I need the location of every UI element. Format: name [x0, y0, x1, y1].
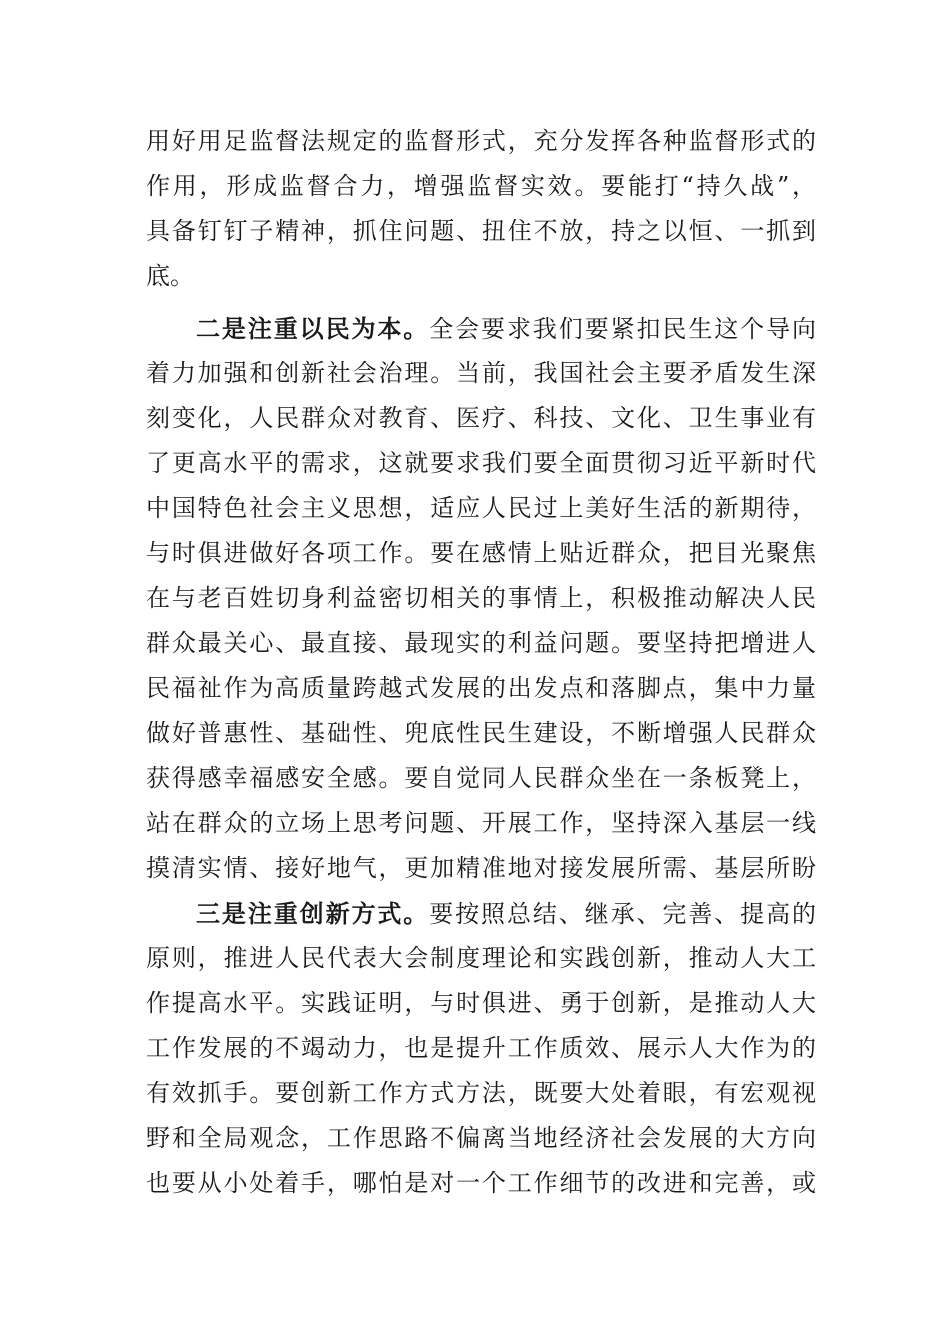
paragraph-2-line-9: 民福祉作为高质量跨越式发展的出发点和落脚点，集中力量 [146, 674, 816, 702]
paragraph-2-line-1: 二是注重以民为本。全会要求我们要紧扣民生这个导向 [196, 314, 816, 343]
paragraph-1-line-2: 作用，形成监督合力，增强监督实效。要能打“持久战”， [146, 172, 816, 200]
paragraph-2-line-3: 刻变化，人民群众对教育、医疗、科技、文化、卫生事业有 [146, 404, 816, 432]
paragraph-1-line-3: 具备钉钉子精神，抓住问题、扭住不放，持之以恒、一抓到 [146, 217, 816, 245]
paragraph-2-line-7: 在与老百姓切身利益密切相关的事情上，积极推动解决人民 [146, 584, 816, 612]
paragraph-2-line-12: 站在群众的立场上思考问题、开展工作，坚持深入基层一线 [146, 809, 816, 837]
paragraph-2-line-6: 与时俱进做好各项工作。要在感情上贴近群众，把目光聚焦 [146, 539, 816, 567]
paragraph-2-heading: 二是注重以民为本。 [196, 314, 430, 343]
paragraph-2-line-10: 做好普惠性、基础性、兜底性民生建设，不断增强人民群众 [146, 719, 816, 747]
paragraph-3-line-4: 工作发展的不竭动力，也是提升工作质效、展示人大作为的 [146, 1034, 816, 1062]
paragraph-3-line-3: 作提高水平。实践证明，与时俱进、勇于创新，是推动人大 [146, 989, 816, 1017]
paragraph-3-line-7: 也要从小处着手，哪怕是对一个工作细节的改进和完善，或 [146, 1169, 816, 1197]
paragraph-3-heading: 三是注重创新方式。 [196, 899, 430, 928]
paragraph-2-line-11: 获得感幸福感安全感。要自觉同人民群众坐在一条板凳上， [146, 764, 816, 792]
paragraph-3-line-2: 原则，推进人民代表大会制度理论和实践创新，推动人大工 [146, 944, 816, 972]
paragraph-2-line-5: 中国特色社会主义思想，适应人民过上美好生活的新期待， [146, 494, 816, 522]
paragraph-3-line-1: 三是注重创新方式。要按照总结、继承、完善、提高的 [196, 899, 816, 928]
paragraph-1-line-1: 用好用足监督法规定的监督形式，充分发挥各种监督形式的 [146, 127, 816, 155]
paragraph-3-line-6: 野和全局观念，工作思路不偏离当地经济社会发展的大方向 [146, 1124, 816, 1152]
paragraph-2-line-4: 了更高水平的需求，这就要求我们要全面贯彻习近平新时代 [146, 449, 816, 477]
paragraph-2-line-13: 摸清实情、接好地气，更加精准地对接发展所需、基层所盼 [146, 854, 816, 882]
document-body [146, 119, 816, 1206]
paragraph-1-line-4: 底。 [146, 262, 194, 290]
paragraph-3-line-5: 有效抓手。要创新工作方式方法，既要大处着眼，有宏观视 [146, 1079, 816, 1107]
paragraph-2-line-8: 群众最关心、最直接、最现实的利益问题。要坚持把增进人 [146, 629, 816, 657]
paragraph-2-line-2: 着力加强和创新社会治理。当前，我国社会主要矛盾发生深 [146, 359, 816, 387]
